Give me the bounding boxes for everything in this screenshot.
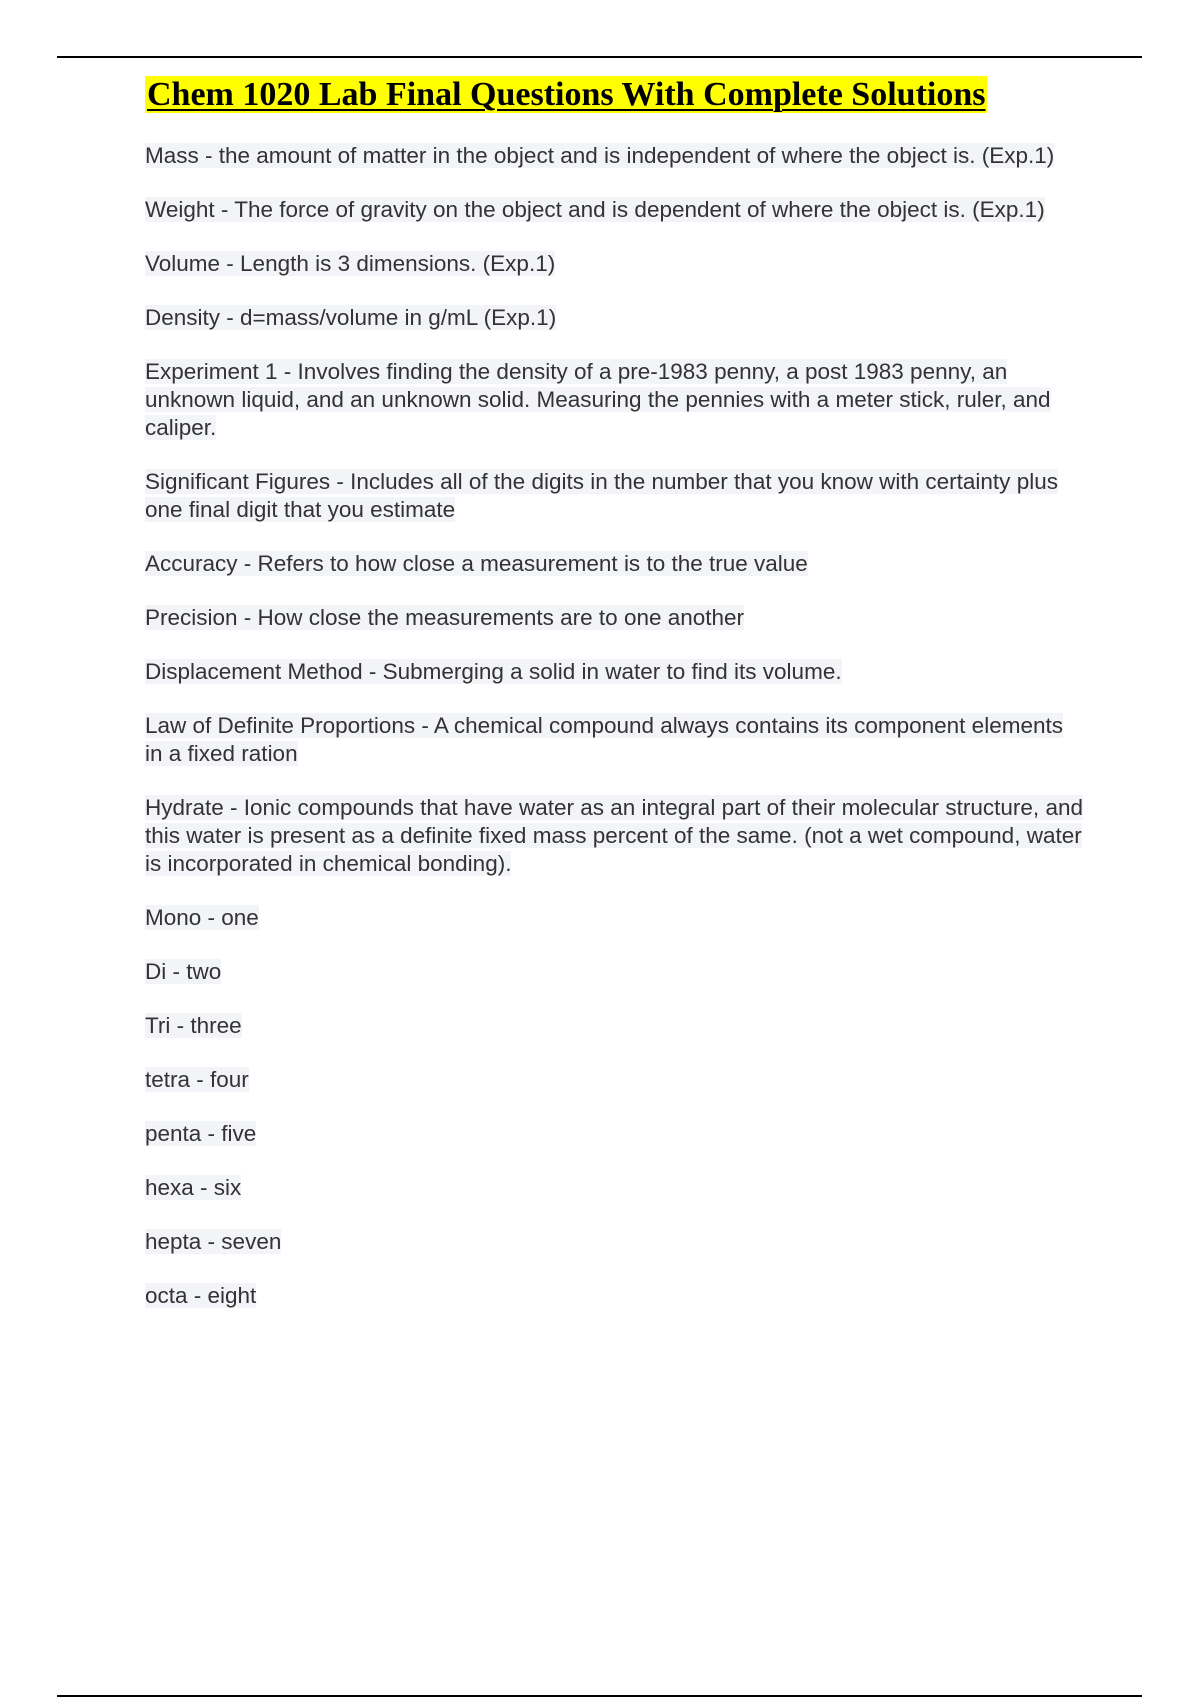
definition-entry <box>145 304 1085 332</box>
definition-entry <box>145 1012 1085 1040</box>
definition-entry <box>145 1228 1085 1256</box>
definition-entry <box>145 1066 1085 1094</box>
entry-text: Volume - Length is 3 dimensions. (Exp.1) <box>145 251 556 276</box>
entry-text: tetra - four <box>145 1067 249 1092</box>
entry-text: penta - five <box>145 1121 257 1146</box>
definition-entry <box>145 904 1085 932</box>
definition-entry <box>145 550 1085 578</box>
definition-entry <box>145 712 1085 768</box>
entry-text: Weight - The force of gravity on the object and is dependent of where the object is. (Exp.1) <box>145 197 1045 222</box>
definition-entry <box>145 604 1085 632</box>
bottom-rule <box>57 1695 1142 1697</box>
entry-text: Experiment 1 - Involves finding the density of a pre-1983 penny, a post 1983 penny, an unknown liquid, and an unknown solid. Measuring the pennies with a meter stick, ruler, and caliper. <box>145 359 1051 440</box>
title-block <box>145 72 1085 118</box>
definition-entry <box>145 794 1085 878</box>
entry-text: Law of Definite Proportions - A chemical compound always contains its component elements in a fixed ration <box>145 713 1063 766</box>
entry-text: Mass - the amount of matter in the object and is independent of where the object is. (Exp.1) <box>145 143 1055 168</box>
document-title: Chem 1020 Lab Final Questions With Complete Solutions <box>147 76 986 113</box>
entry-text: Di - two <box>145 959 222 984</box>
definition-entry <box>145 358 1085 442</box>
entry-text: Precision - How close the measurements are to one another <box>145 605 745 630</box>
entry-text: hexa - six <box>145 1175 242 1200</box>
top-rule <box>57 56 1142 58</box>
entry-text: Mono - one <box>145 905 259 930</box>
entry-text: octa - eight <box>145 1283 257 1308</box>
definition-entry <box>145 196 1085 224</box>
entry-text: Hydrate - Ionic compounds that have water as an integral part of their molecular structure, and this water is present as a definite fixed mass percent of the same. (not a wet compound, water is incorporated in chemical bonding). <box>145 795 1083 876</box>
definition-entry <box>145 1282 1085 1310</box>
document-body <box>145 72 1085 1336</box>
definition-entry <box>145 658 1085 686</box>
entry-text: Tri - three <box>145 1013 242 1038</box>
definition-entry <box>145 250 1085 278</box>
entry-text: Density - d=mass/volume in g/mL (Exp.1) <box>145 305 557 330</box>
entry-text: hepta - seven <box>145 1229 282 1254</box>
entry-text: Displacement Method - Submerging a solid in water to find its volume. <box>145 659 842 684</box>
entry-text: Significant Figures - Includes all of the digits in the number that you know with certainty plus one final digit that you estimate <box>145 469 1058 522</box>
definition-entry <box>145 1174 1085 1202</box>
definition-entry <box>145 1120 1085 1148</box>
definition-entry <box>145 468 1085 524</box>
definition-list <box>145 142 1085 1310</box>
definition-entry <box>145 958 1085 986</box>
entry-text: Accuracy - Refers to how close a measurement is to the true value <box>145 551 808 576</box>
definition-entry <box>145 142 1085 170</box>
